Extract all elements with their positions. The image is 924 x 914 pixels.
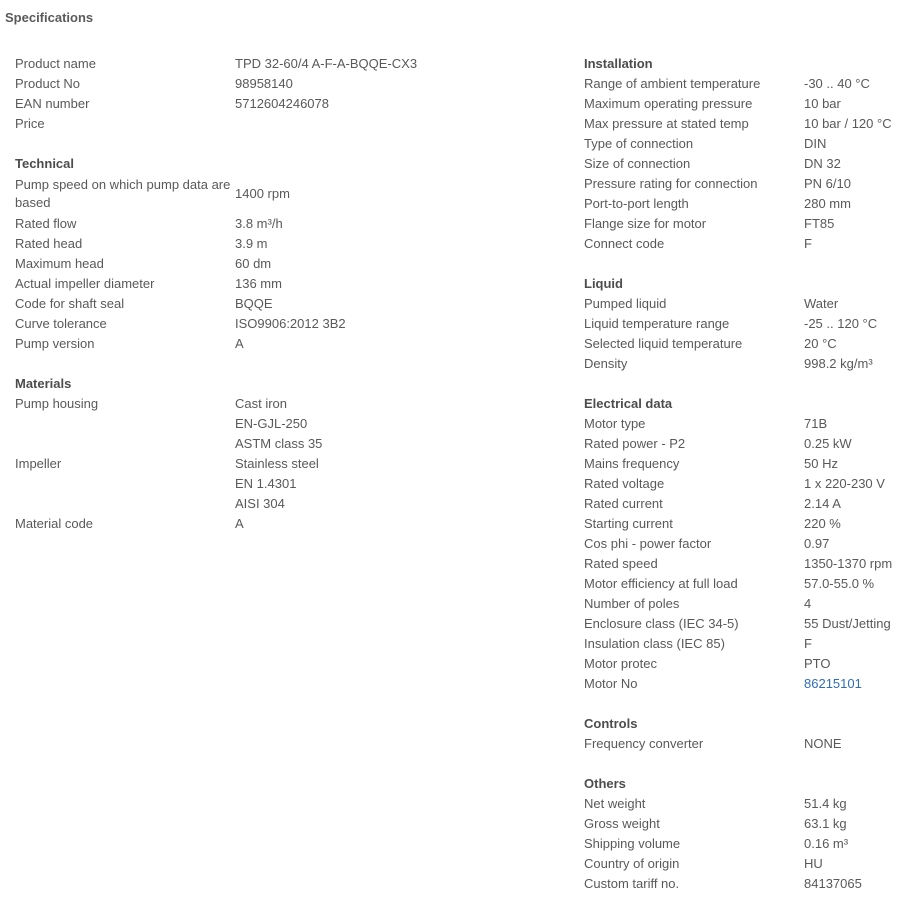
spec-label: Motor efficiency at full load [584,576,738,591]
spec-value: TPD 32-60/4 A-F-A-BQQE-CX3 [235,56,418,71]
technical-section [15,154,575,354]
spec-row [584,214,919,234]
spec-row [584,154,919,174]
spec-row [584,354,919,374]
spec-row [584,94,919,114]
spec-row-impeller [15,454,575,514]
spec-label: Starting current [584,516,673,531]
spec-value: 0.25 kW [804,436,852,451]
spec-label: Code for shaft seal [15,296,125,311]
spec-value: 220 % [804,516,841,531]
spec-row [584,434,919,454]
spec-label: Flange size for motor [584,216,707,231]
spec-value: ASTM class 35 [235,436,323,451]
spec-value: 1350-1370 rpm [804,556,893,571]
spec-row [584,74,919,94]
specifications-right-column [584,54,919,914]
spec-row [584,174,919,194]
section-title-installation: Installation [584,56,653,71]
spec-label: Shipping volume [584,836,681,851]
spec-row [584,834,919,854]
spec-value: NONE [804,736,842,751]
spec-row [584,854,919,874]
spec-label: Country of origin [584,856,680,871]
spec-value: HU [804,856,823,871]
spec-value: DIN [804,136,827,151]
spec-row [584,874,919,894]
spec-label: Maximum operating pressure [584,96,753,111]
spec-label: Pump version [15,336,95,351]
spec-row [584,314,919,334]
spec-label: Motor type [584,416,646,431]
spec-row [584,554,919,574]
spec-row-curve-tolerance [15,314,575,334]
spec-label: Max pressure at stated temp [584,116,749,131]
spec-label: Density [584,356,628,371]
spec-value: -25 .. 120 °C [804,316,878,331]
spec-label: Pressure rating for connection [584,176,758,191]
spec-row [584,294,919,314]
page-title: Specifications [5,10,94,25]
spec-row [584,534,919,554]
spec-label: Rated current [584,496,663,511]
spec-row-material-code [15,514,575,534]
spec-row [584,334,919,354]
spec-value: ISO9906:2012 3B2 [235,316,346,331]
spec-row [584,474,919,494]
specifications-left-column [15,54,575,554]
spec-value: 20 °C [804,336,837,351]
spec-value: -30 .. 40 °C [804,76,870,91]
spec-label: Pump housing [15,396,99,411]
spec-value: FT85 [804,216,835,231]
spec-row [584,814,919,834]
spec-value: 1 x 220-230 V [804,476,885,491]
spec-value: 51.4 kg [804,796,847,811]
spec-label: Pumped liquid [584,296,667,311]
spec-row [584,194,919,214]
spec-value: A [235,336,244,351]
spec-label: Liquid temperature range [584,316,730,331]
spec-row [584,114,919,134]
spec-row [584,134,919,154]
spec-label: Rated head [15,236,83,251]
spec-value: 84137065 [804,876,862,891]
spec-row [584,594,919,614]
spec-label: Connect code [584,236,665,251]
spec-value: 2.14 A [804,496,841,511]
spec-value: 71B [804,416,828,431]
spec-row-shaft-seal [15,294,575,314]
spec-value: 10 bar [804,96,841,111]
spec-label: Number of poles [584,596,680,611]
spec-row-product-name [15,54,575,74]
spec-value: EN 1.4301 [235,476,297,491]
spec-row [584,514,919,534]
spec-row [584,734,919,754]
spec-label: Custom tariff no. [584,876,680,891]
spec-row [584,614,919,634]
spec-value: F [804,236,812,251]
spec-value: 280 mm [804,196,851,211]
spec-row [584,454,919,474]
spec-row [584,494,919,514]
installation-section [584,54,919,254]
spec-row [584,234,919,254]
spec-value: DN 32 [804,156,841,171]
spec-label: Motor protec [584,656,657,671]
spec-value: Stainless steel [235,456,319,471]
spec-value: 63.1 kg [804,816,847,831]
spec-value: Cast iron [235,396,288,411]
spec-value: 5712604246078 [235,96,329,111]
spec-value: 10 bar / 120 °C [804,116,892,131]
spec-label: Curve tolerance [15,316,107,331]
spec-label: Frequency converter [584,736,704,751]
spec-value: Water [804,296,839,311]
spec-label: Port-to-port length [584,196,689,211]
spec-label: Cos phi - power factor [584,536,712,551]
spec-value: 3.9 m [235,236,268,251]
spec-label: Selected liquid temperature [584,336,743,351]
spec-row [584,654,919,674]
spec-label: EAN number [15,96,90,111]
spec-value: A [235,516,244,531]
spec-label: Mains frequency [584,456,680,471]
spec-label: Maximum head [15,256,104,271]
spec-value-list [235,454,575,514]
spec-value: EN-GJL-250 [235,416,308,431]
spec-label: Size of connection [584,156,691,171]
spec-label: Price [15,116,45,131]
section-title-technical: Technical [15,156,75,171]
spec-value: PTO [804,656,831,671]
spec-label: Product name [15,56,96,71]
spec-label: Net weight [584,796,646,811]
liquid-section [584,274,919,374]
section-title-controls: Controls [584,716,638,731]
spec-label: Pump speed on which pump data are based [15,177,231,210]
electrical-section [584,394,919,694]
spec-value: 98958140 [235,76,293,91]
spec-value [235,114,575,134]
spec-row-pump-housing [15,394,575,454]
spec-label: Actual impeller diameter [15,276,155,291]
spec-value: 1400 rpm [235,186,290,201]
spec-row-motor-no [584,674,919,694]
spec-value: 4 [804,596,812,611]
spec-label: Rated speed [584,556,658,571]
spec-label: Product No [15,76,81,91]
motor-no-link[interactable]: 86215101 [804,676,862,691]
spec-label: Impeller [15,456,62,471]
spec-row-price [15,114,575,134]
spec-label: Type of connection [584,136,694,151]
spec-row-pump-speed [15,174,575,214]
spec-value: 0.16 m³ [804,836,849,851]
controls-section [584,714,919,754]
spec-label: Material code [15,516,94,531]
spec-row [584,414,919,434]
spec-value: 136 mm [235,276,282,291]
spec-value: 50 Hz [804,456,838,471]
spec-label: Motor No [584,676,638,691]
spec-label: Rated power - P2 [584,436,686,451]
spec-row [584,574,919,594]
spec-value: 57.0-55.0 % [804,576,875,591]
spec-value: BQQE [235,296,273,311]
general-section [15,54,575,134]
spec-row-rated-head [15,234,575,254]
spec-label: Rated voltage [584,476,665,491]
spec-row-product-no [15,74,575,94]
spec-row-rated-flow [15,214,575,234]
spec-value: AISI 304 [235,496,285,511]
spec-value-list [235,394,575,454]
spec-row-maximum-head [15,254,575,274]
spec-value: 998.2 kg/m³ [804,356,873,371]
spec-row [584,634,919,654]
section-title-liquid: Liquid [584,276,623,291]
spec-label: Insulation class (IEC 85) [584,636,725,651]
section-title-materials: Materials [15,376,72,391]
spec-row [584,794,919,814]
spec-label: Rated flow [15,216,77,231]
spec-value: 55 Dust/Jetting [804,616,891,631]
spec-value: F [804,636,812,651]
spec-label: Gross weight [584,816,660,831]
spec-label: Enclosure class (IEC 34-5) [584,616,739,631]
spec-value: 60 dm [235,256,272,271]
spec-value: 0.97 [804,536,830,551]
materials-section [15,374,575,534]
spec-row-impeller-diameter [15,274,575,294]
spec-value: PN 6/10 [804,176,851,191]
spec-label: Range of ambient temperature [584,76,761,91]
spec-row-ean-number [15,94,575,114]
spec-value: 3.8 m³/h [235,216,283,231]
spec-row-pump-version [15,334,575,354]
section-title-electrical: Electrical data [584,396,673,411]
others-section [584,774,919,894]
section-title-others: Others [584,776,626,791]
